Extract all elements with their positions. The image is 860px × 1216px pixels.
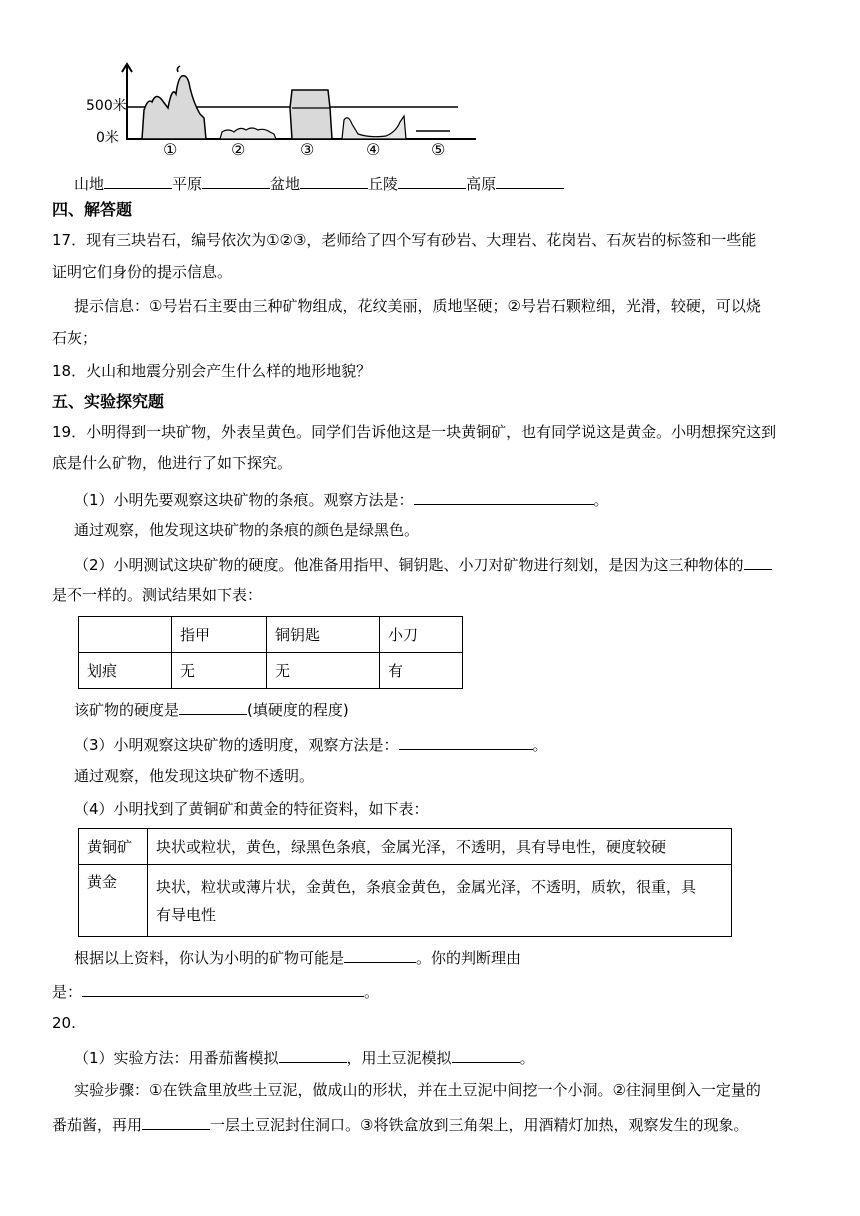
q19-part1-end: 。: [593, 491, 609, 509]
table-header-cell: [79, 617, 172, 653]
marker-5: ⑤: [431, 140, 446, 159]
marker-4: ④: [366, 140, 381, 159]
q20-steps-line2: [52, 1113, 748, 1135]
blank-transparency-method[interactable]: [399, 733, 533, 750]
table-header-cell: 铜钥匙: [267, 617, 380, 653]
label-mountain: 山地: [74, 175, 105, 193]
blank-plain[interactable]: [202, 172, 270, 189]
q19-part1: [74, 488, 609, 510]
table-row: [79, 829, 732, 865]
conclusion-mid: 。你的判断理由: [416, 949, 522, 967]
q17-line3: 提示信息：①号岩石主要由三种矿物组成，花纹美丽，质地坚硬；②号岩石颗粒细，光滑，较硬，可以烧: [74, 297, 761, 315]
landform-blanks-line: [74, 172, 564, 194]
q19-part3-end: 。: [532, 736, 548, 754]
label-plain: 平原: [172, 175, 203, 193]
label-500m: 500米: [86, 98, 127, 114]
blank-ketchup-simulates[interactable]: [279, 1046, 347, 1063]
conclusion-pre: 根据以上资料，你认为小明的矿物可能是: [74, 949, 345, 967]
blank-step-action[interactable]: [142, 1113, 210, 1130]
marker-1: ①: [163, 140, 178, 159]
blank-streak-method[interactable]: [414, 488, 594, 505]
q19-reason-line: [52, 980, 379, 1002]
blank-hardness-level[interactable]: [179, 698, 247, 715]
marker-3: ③: [300, 140, 315, 159]
table-cell: [148, 865, 732, 937]
hardness-test-table: [78, 616, 463, 689]
hardness-pre: 该矿物的硬度是: [74, 701, 180, 719]
q17-line2: 证明它们身份的提示信息。: [52, 263, 233, 281]
q19-part1-text: （1）小明先要观察这块矿物的条痕。观察方法是：: [74, 491, 414, 509]
section-5-heading: 五、实验探究题: [52, 392, 165, 411]
mountain-shape: [142, 76, 206, 139]
table-row: [79, 653, 463, 689]
basin-shape: [290, 90, 332, 139]
table-cell: 有: [380, 653, 463, 689]
q19-hardness-line: [74, 698, 349, 720]
blank-reason[interactable]: [82, 980, 364, 997]
q19-line1: 19．小明得到一块矿物，外表呈黄色。同学们告诉他这是一块黄铜矿，也有同学说这是黄金。小明想探究这到: [52, 423, 777, 441]
q20-steps-line1: 实验步骤：①在铁盒里放些土豆泥，做成山的形状，并在土豆泥中间挖一个小洞。②往洞里倒入一定量的: [74, 1081, 761, 1099]
q19-conclusion-line: [74, 946, 521, 968]
plain-shape: [220, 128, 276, 139]
terrain-profile-svg: [70, 58, 490, 168]
q19-part3-text: （3）小明观察这块矿物的透明度，观察方法是：: [74, 736, 399, 754]
q20-number: 20.: [52, 1014, 76, 1032]
hardness-post: (填硬度的程度): [247, 701, 349, 719]
q20-p1-pre: （1）实验方法：用番茄酱模拟: [74, 1049, 279, 1067]
table-row: [79, 617, 463, 653]
gold-features-line1: 块状，粒状或薄片状，金黄色，条痕金黄色，金属光泽，不透明，质软，很重，具: [156, 877, 697, 896]
q19-part1-observation: 通过观察，他发现这块矿物的条痕的颜色是绿黑色。: [74, 521, 420, 539]
blank-hardness-difference[interactable]: [744, 553, 772, 570]
blank-potato-simulates[interactable]: [452, 1046, 520, 1063]
label-hill: 丘陵: [368, 175, 399, 193]
hill-shape: [342, 116, 406, 139]
mineral-features-table: [78, 828, 732, 937]
q20-steps-post: 一层土豆泥封住洞口。③将铁盒放到三角架上，用酒精灯加热，观察发生的现象。: [210, 1116, 749, 1134]
q20-p1-mid: ，用土豆泥模拟: [346, 1049, 452, 1067]
q17-line4: 石灰；: [52, 329, 98, 347]
q20-p1-end: 。: [519, 1049, 535, 1067]
table-cell: 无: [172, 653, 267, 689]
q19-line2: 底是什么矿物，他进行了如下探究。: [52, 454, 293, 472]
blank-mountain[interactable]: [104, 172, 172, 189]
blank-plateau[interactable]: [496, 172, 564, 189]
q19-part2-line2: 是不一样的。测试结果如下表：: [52, 586, 263, 604]
q19-part2: [74, 553, 772, 575]
reason-end: 。: [364, 983, 380, 1001]
table-header-cell: 指甲: [172, 617, 267, 653]
marker-2: ②: [231, 140, 246, 159]
label-0m: 0米: [96, 130, 119, 146]
q19-part3-observation: 通过观察，他发现这块矿物不透明。: [74, 767, 315, 785]
table-row-label: 划痕: [79, 653, 172, 689]
gold-features-line2: 有导电性: [156, 905, 217, 924]
reason-pre: 是：: [52, 983, 83, 1001]
table-header-cell: 小刀: [380, 617, 463, 653]
table-cell: 无: [267, 653, 380, 689]
section-4-heading: 四、解答题: [52, 200, 133, 219]
q19-part2-text: （2）小明测试这块矿物的硬度。他准备用指甲、铜钥匙、小刀对矿物进行刻划，是因为这三种物体的: [74, 556, 744, 574]
blank-basin[interactable]: [300, 172, 368, 189]
q20-steps-pre: 番茄酱，再用: [52, 1116, 143, 1134]
q19-part4: （4）小明找到了黄铜矿和黄金的特征资料，如下表：: [74, 800, 429, 818]
blank-mineral-guess[interactable]: [344, 946, 416, 963]
q18-line1: 18．火山和地震分别会产生什么样的地形地貌？: [52, 362, 372, 380]
table-row-label: 黄金: [79, 865, 148, 937]
label-basin: 盆地: [270, 175, 301, 193]
terrain-diagram: [70, 58, 490, 172]
table-cell: 块状或粒状，黄色，绿黑色条痕，金属光泽，不透明，具有导电性，硬度较硬: [148, 829, 732, 865]
blank-hill[interactable]: [398, 172, 466, 189]
q17-line1: 17．现有三块岩石，编号依次为①②③，老师给了四个写有砂岩、大理岩、花岗岩、石灰岩的标签和一些能: [52, 231, 757, 249]
label-plateau: 高原: [466, 175, 497, 193]
table-row: [79, 865, 732, 937]
q20-part1: [74, 1046, 535, 1068]
q19-part3: [74, 733, 548, 755]
table-row-label: 黄铜矿: [79, 829, 148, 865]
